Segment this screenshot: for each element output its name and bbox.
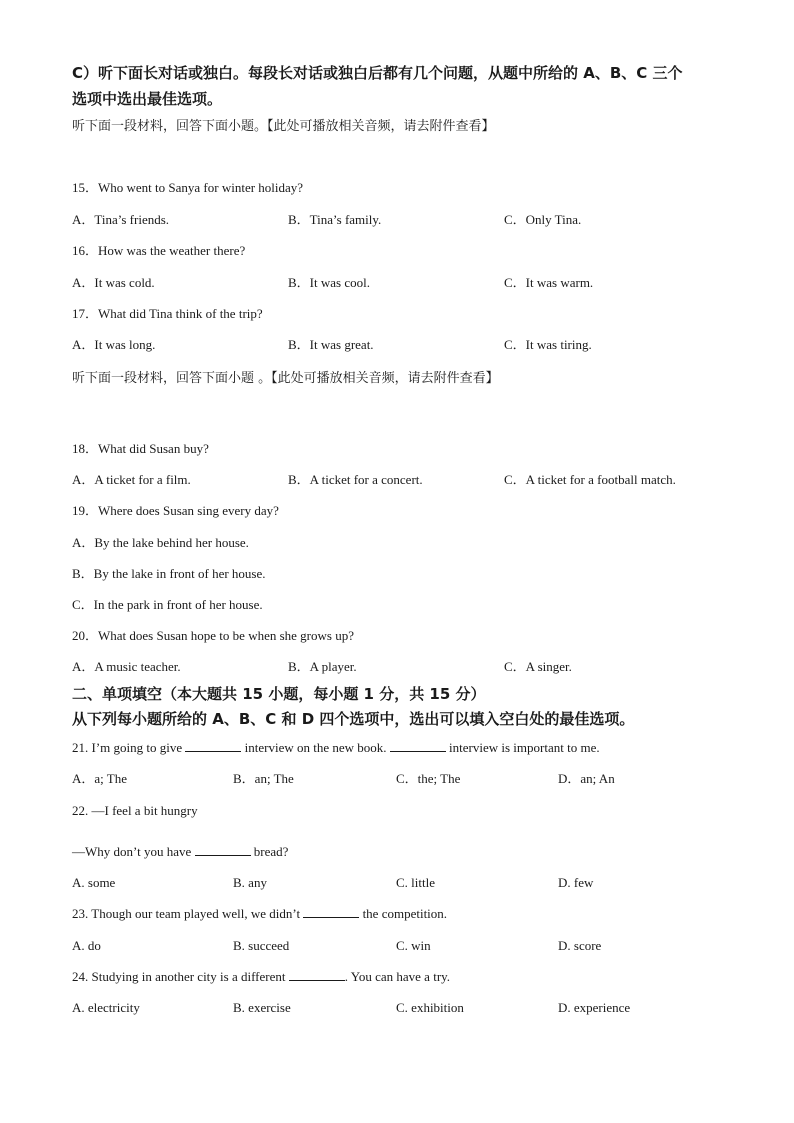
question-20-option-b: B．A player. [288,659,357,674]
question-15-option-c: C．Only Tina. [504,212,582,227]
answer-blank [289,968,345,981]
section-2-title: 二、单项填空（本大题共 15 小题，每小题 1 分，共 15 分） [72,685,486,703]
question-18-stem: 18．What did Susan buy? [72,441,209,456]
question-16-option-b: B．It was cool. [288,275,370,290]
section-2-description: 从下列每小题所给的 A、B、C 和 D 四个选项中，选出可以填入空白处的最佳选项。 [72,710,635,728]
question-24-option-a: A. electricity [72,1000,140,1015]
answer-blank [195,843,251,856]
question-18-option-b: B．A ticket for a concert. [288,472,423,487]
question-15-option-b: B．Tina’s family. [288,212,382,227]
section-c-heading-line1: C）听下面长对话或独白。每段长对话或独白后都有几个问题，从题中所给的 A、B、C 三个 [72,64,683,82]
question-22-option-c: C. little [396,875,435,890]
question-22-option-b: B. any [233,875,267,890]
question-19-option-c: C．In the park in front of her house. [72,597,263,612]
question-23-option-d: D. score [558,938,602,953]
question-23-option-b: B. succeed [233,938,290,953]
listening-instruction: 听下面一段材料，回答下面小题 。【此处可播放相关音频，请去附件查看】 [72,371,499,386]
answer-blank [185,739,241,752]
question-17-option-a: A．It was long. [72,337,156,352]
question-18-option-a: A．A ticket for a film. [72,472,191,487]
question-24-option-d: D. experience [558,1000,631,1015]
question-21-option-a: A．a; The [72,771,127,786]
question-16-option-c: C．It was warm. [504,275,594,290]
question-21-option-c: C．the; The [396,771,461,786]
question-20-option-c: C．A singer. [504,659,572,674]
question-16-option-a: A．It was cold. [72,275,155,290]
question-24-option-b: B. exercise [233,1000,291,1015]
question-20-stem: 20．What does Susan hope to be when she grows up? [72,628,354,643]
question-22-option-d: D. few [558,875,594,890]
answer-blank [303,905,359,918]
section-c-heading-line2: 选项中选出最佳选项。 [72,90,223,108]
question-15-stem: 15．Who went to Sanya for winter holiday? [72,180,304,195]
question-23-option-a: A. do [72,938,101,953]
question-23-option-c: C. win [396,938,431,953]
question-18-option-c: C．A ticket for a football match. [504,472,676,487]
question-19-option-b: B．By the lake in front of her house. [72,566,266,581]
question-19-stem: 19．Where does Susan sing every day? [72,503,279,518]
question-23-stem: 23. Though our team played well, we didn’t the competition. [72,906,448,921]
question-21-stem: 21. I’m going to give interview on the new book. interview is important to me. [72,740,600,755]
question-17-stem: 17．What did Tina think of the trip? [72,306,263,321]
question-15-option-a: A．Tina’s friends. [72,212,170,227]
question-20-option-a: A．A music teacher. [72,659,181,674]
listening-instruction: 听下面一段材料，回答下面小题。【此处可播放相关音频，请去附件查看】 [72,119,495,134]
question-17-option-b: B．It was great. [288,337,374,352]
question-19-option-a: A．By the lake behind her house. [72,535,249,550]
question-21-option-b: B．an; The [233,771,294,786]
question-21-option-d: D．an; An [558,771,615,786]
question-24-stem: 24. Studying in another city is a different . You can have a try. [72,969,451,984]
question-16-stem: 16．How was the weather there? [72,243,246,258]
question-22-reply: —Why don’t you have bread? [72,844,289,859]
question-22-option-a: A. some [72,875,116,890]
answer-blank [390,739,446,752]
question-17-option-c: C．It was tiring. [504,337,592,352]
question-22-stem: 22. —I feel a bit hungry [72,803,198,818]
question-24-option-c: C. exhibition [396,1000,464,1015]
